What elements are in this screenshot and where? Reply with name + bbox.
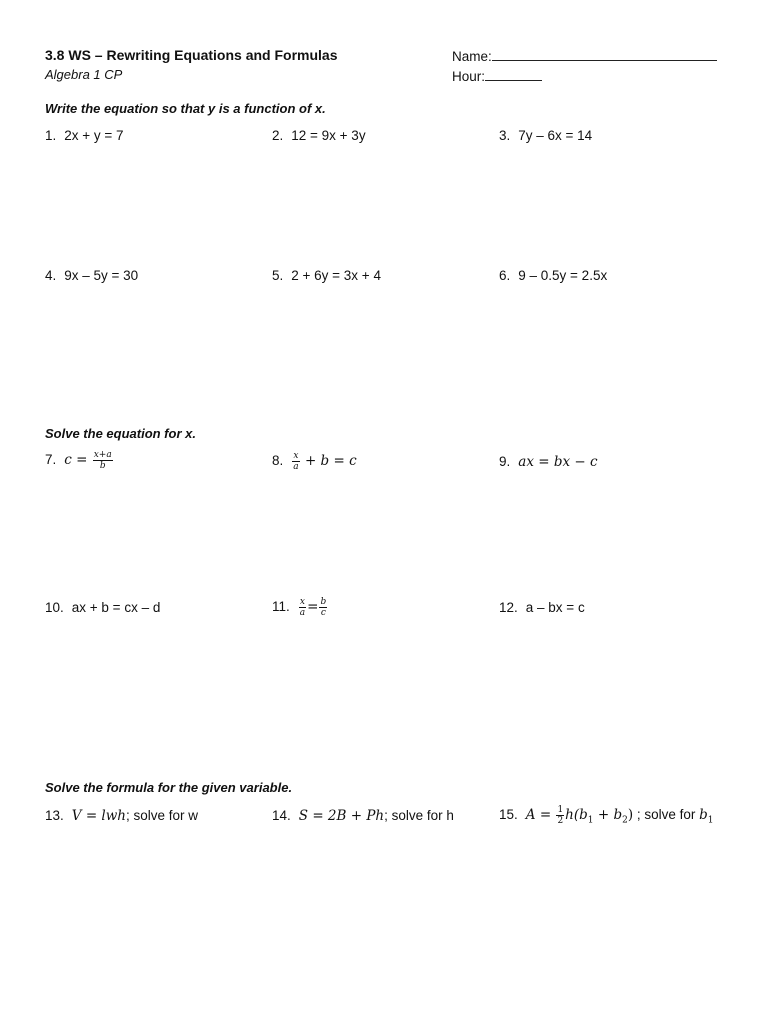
problem-5	[272, 268, 381, 283]
problem-number: 2.	[272, 128, 284, 143]
fraction: $\frac{x+a}{b}$	[93, 450, 112, 471]
problem-number: 5.	[272, 268, 284, 283]
problem-instruction: ; solve for	[633, 807, 700, 822]
problem-number: 10.	[45, 600, 64, 615]
problem-7	[45, 450, 114, 471]
problem-equation: 9x – 5y = 30	[64, 268, 139, 283]
problem-12	[499, 600, 585, 615]
problem-number: 8.	[272, 453, 284, 468]
problem-11	[272, 597, 328, 618]
name-label: Name:	[452, 49, 492, 64]
name-field[interactable]	[452, 48, 717, 64]
problem-number: 7.	[45, 452, 57, 467]
problem-equation: ax = bx − c	[518, 454, 598, 470]
target-variable: $b_1$	[699, 807, 714, 826]
problem-number: 13.	[45, 808, 64, 823]
problem-number: 11.	[272, 599, 290, 614]
problem-formula: V = lwh	[71, 808, 126, 824]
problem-number: 4.	[45, 268, 57, 283]
problem-equation: 2 + 6y = 3x + 4	[291, 268, 381, 283]
problem-15	[499, 805, 714, 826]
problem-equation: c = $\frac{x+a}{b}$	[64, 450, 112, 471]
problem-3	[499, 128, 592, 143]
problem-equation: $\frac{x}{a}$ + b = c	[293, 451, 357, 472]
problem-2	[272, 128, 366, 143]
problem-6	[499, 268, 607, 283]
problem-number: 1.	[45, 128, 57, 143]
section-1-instruction: Write the equation so that y is a function of x.	[45, 101, 326, 116]
problem-equation: 12 = 9x + 3y	[291, 128, 366, 143]
problem-number: 9.	[499, 454, 511, 469]
problem-number: 3.	[499, 128, 511, 143]
hour-label: Hour:	[452, 69, 486, 84]
fraction: $\frac{x}{a}$	[293, 451, 299, 472]
fraction: $\frac{x}{a}$	[299, 597, 306, 618]
problem-equation: $\frac{x}{a}$ = $\frac{b}{c}$	[299, 597, 327, 618]
fraction: $\frac{1}{2}$	[557, 805, 564, 826]
problem-instruction: ; solve for w	[126, 808, 199, 823]
section-3-instruction: Solve the formula for the given variable.	[45, 780, 293, 795]
fraction: $\frac{b}{c}$	[320, 597, 327, 618]
problem-10	[45, 600, 160, 615]
problem-9	[499, 454, 598, 470]
section-2-instruction: Solve the equation for x.	[45, 426, 196, 441]
problem-number: 15.	[499, 807, 518, 822]
hour-blank-line[interactable]	[485, 68, 542, 81]
hour-field[interactable]	[452, 68, 542, 84]
problem-instruction: ; solve for h	[384, 808, 454, 823]
problem-13	[45, 808, 198, 824]
problem-equation: 7y – 6x = 14	[518, 128, 593, 143]
name-blank-line[interactable]	[492, 48, 717, 61]
problem-formula: S = 2B + Ph	[298, 808, 385, 824]
problem-number: 6.	[499, 268, 511, 283]
problem-number: 12.	[499, 600, 518, 615]
problem-equation: 2x + y = 7	[64, 128, 124, 143]
problem-equation: ax + b = cx – d	[71, 600, 161, 615]
problem-8	[272, 451, 357, 472]
problem-14	[272, 808, 454, 824]
problem-equation: 9 – 0.5y = 2.5x	[518, 268, 608, 283]
course-subtitle: Algebra 1 CP	[45, 67, 123, 82]
problem-1	[45, 128, 124, 143]
problem-number: 14.	[272, 808, 291, 823]
problem-4	[45, 268, 138, 283]
worksheet-title: 3.8 WS – Rewriting Equations and Formulas	[45, 47, 338, 63]
problem-equation: a – bx = c	[525, 600, 585, 615]
problem-formula: A = $\frac{1}{2}$ $h(b_1 + b_2)$	[525, 805, 634, 826]
